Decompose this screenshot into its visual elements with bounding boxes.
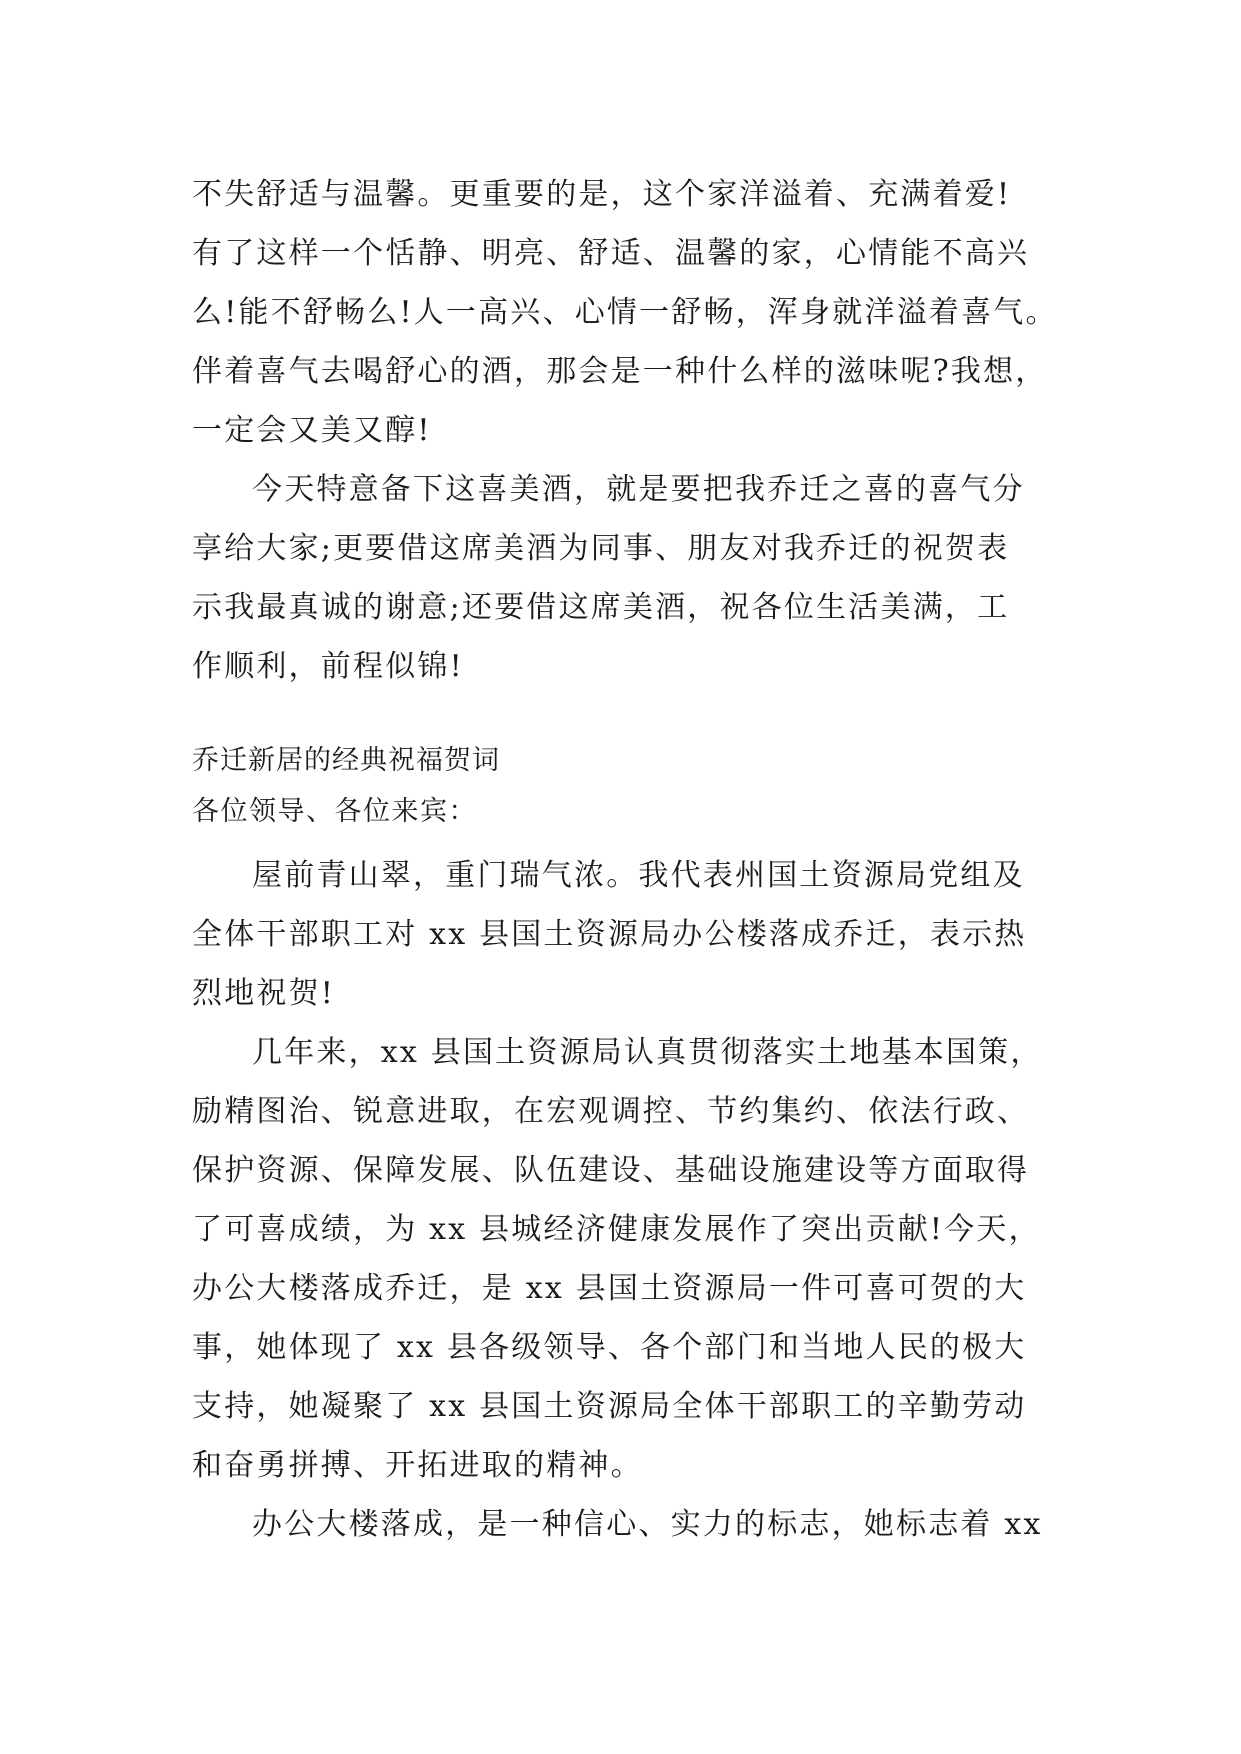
section-spacer [192, 696, 1052, 736]
paragraph-continuation [192, 165, 1058, 460]
paragraph-achievements [192, 1023, 1052, 1495]
text-line: 和奋勇拼搏、开拓进取的精神。 [192, 1448, 643, 1483]
text-line: 伴着喜气去喝舒心的酒，那会是一种什么样的滋味呢?我想， [192, 354, 1048, 389]
text-line: 屋前青山翠，重门瑞气浓。我代表州国土资源局党组及 [252, 858, 1025, 893]
text-line: 几年来，xx 县国土资源局认真贯彻落实土地基本国策， [252, 1035, 1043, 1070]
paragraph-greeting [192, 846, 1052, 1023]
section-heading [192, 736, 1052, 786]
text-line: 有了这样一个恬静、明亮、舒适、温馨的家，心情能不高兴 [192, 236, 1030, 271]
text-line: 励精图治、锐意进取，在宏观调控、节约集约、依法行政、 [192, 1094, 1030, 1129]
text-line: 支持，她凝聚了 xx 县国土资源局全体干部职工的辛勤劳动 [192, 1389, 1027, 1424]
paragraph-toast [192, 460, 1052, 696]
text-line: 了可喜成绩，为 xx 县城经济健康发展作了突出贡献!今天， [192, 1212, 1041, 1247]
text-line: 么!能不舒畅么!人一高兴、心情一舒畅，浑身就洋溢着喜气。 [192, 295, 1058, 330]
section-heading-text: 乔迁新居的经典祝福贺词 [192, 745, 500, 776]
text-line: 办公大楼落成，是一种信心、实力的标志，她标志着 xx [252, 1507, 1043, 1542]
text-line: 全体干部职工对 xx 县国土资源局办公楼落成乔迁，表示热 [192, 917, 1027, 952]
paragraph-symbol [192, 1495, 1052, 1554]
text-line: 不失舒适与温馨。更重要的是，这个家洋溢着、充满着爱! [192, 177, 1012, 212]
text-line: 保护资源、保障发展、队伍建设、基础设施建设等方面取得 [192, 1153, 1030, 1188]
text-line: 烈地祝贺! [192, 976, 336, 1011]
document-body [192, 165, 1058, 1554]
text-line: 事，她体现了 xx 县各级领导、各个部门和当地人民的极大 [192, 1330, 1027, 1365]
text-line: 作顺利，前程似锦! [192, 649, 464, 684]
text-line: 办公大楼落成乔迁，是 xx 县国土资源局一件可喜可贺的大 [192, 1271, 1027, 1306]
text-line: 示我最真诚的谢意;还要借这席美酒，祝各位生活美满，工 [192, 590, 1010, 625]
text-line: 享给大家;更要借这席美酒为同事、朋友对我乔迁的祝贺表 [192, 531, 1010, 566]
text-line: 今天特意备下这喜美酒，就是要把我乔迁之喜的喜气分 [252, 472, 1025, 507]
salutation: 各位领导、各位来宾： [192, 796, 477, 827]
text-line: 一定会又美又醇! [192, 413, 432, 448]
